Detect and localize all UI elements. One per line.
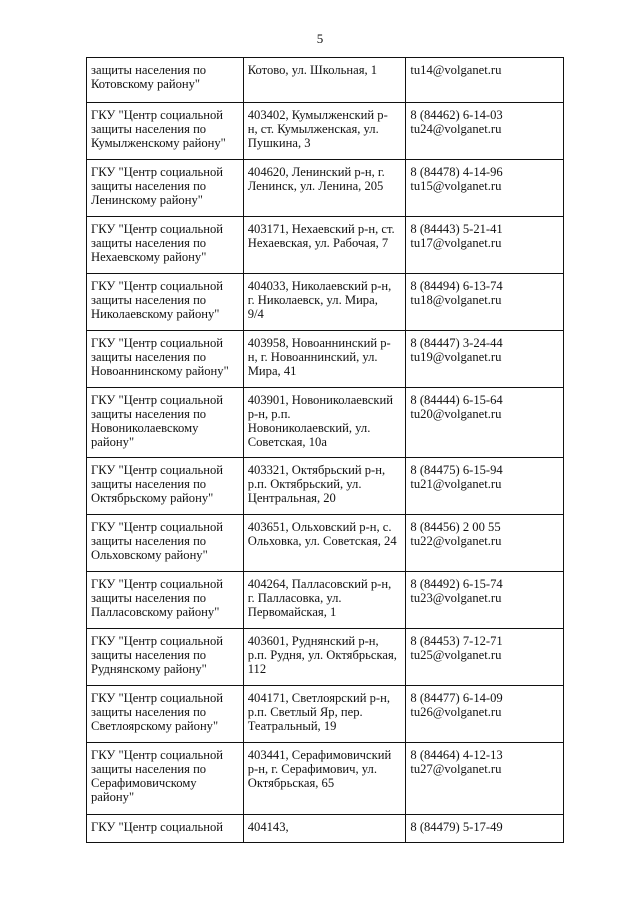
contacts: 8 (84494) 6-13-74 tu18@volganet.ru: [410, 279, 503, 307]
table-row: [87, 160, 564, 217]
contacts-cell: [406, 572, 564, 629]
institution-name: ГКУ "Центр социальной защиты населения по Новоаннинскому району": [91, 336, 229, 378]
institution-name-cell: [87, 331, 244, 388]
address-cell: [243, 217, 406, 274]
address: 403441, Серафимовичский р-н, г. Серафимович, ул. Октябрьская, 65: [247, 748, 392, 790]
institution-name-cell: [87, 458, 244, 515]
contacts: 8 (84492) 6-15-74 tu23@volganet.ru: [410, 577, 503, 605]
address-cell: [243, 458, 406, 515]
address-cell: [243, 572, 406, 629]
institution-name-cell: [87, 629, 244, 686]
table-row: [87, 217, 564, 274]
institution-name: ГКУ "Центр социальной защиты населения по Кумылженскому району": [91, 108, 226, 150]
contacts: 8 (84456) 2 00 55 tu22@volganet.ru: [410, 520, 502, 548]
contacts: 8 (84475) 6-15-94 tu21@volganet.ru: [410, 463, 503, 491]
institution-name: ГКУ "Центр социальной защиты населения по Новониколаевскому району": [91, 393, 224, 449]
contacts: 8 (84464) 4-12-13 tu27@volganet.ru: [410, 748, 503, 776]
institution-name: ГКУ "Центр социальной защиты населения по Октябрьскому району": [91, 463, 224, 505]
institution-name-cell: [87, 274, 244, 331]
address: 404143,: [247, 820, 289, 834]
institution-name-cell: [87, 572, 244, 629]
contacts: 8 (84447) 3-24-44 tu19@volganet.ru: [410, 336, 503, 364]
institution-name-cell: [87, 58, 244, 103]
contacts-cell: [406, 160, 564, 217]
table-row: [87, 743, 564, 815]
address-cell: [243, 160, 406, 217]
contacts: 8 (84477) 6-14-09 tu26@volganet.ru: [410, 691, 503, 719]
contacts-cell: [406, 388, 564, 458]
address: 403651, Ольховский р-н, с. Ольховка, ул. Советская, 24: [247, 520, 397, 548]
address-cell: [243, 629, 406, 686]
address-cell: [243, 274, 406, 331]
institution-name-cell: [87, 103, 244, 160]
table-row: [87, 629, 564, 686]
address: 404171, Светлоярский р-н, р.п. Светлый Яр, пер. Театральный, 19: [247, 691, 390, 733]
table-row: [87, 686, 564, 743]
contacts-cell: [406, 217, 564, 274]
contacts-cell: [406, 743, 564, 815]
address: 403601, Руднянский р-н, р.п. Рудня, ул. Октябрьская, 112: [247, 634, 397, 676]
table-row: [87, 572, 564, 629]
institution-name: ГКУ "Центр социальной защиты населения по Светлоярскому району": [91, 691, 224, 733]
institutions-table: [86, 57, 564, 843]
table-row: [87, 515, 564, 572]
table-row: [87, 815, 564, 843]
institution-name: ГКУ "Центр социальной защиты населения по Ленинскому району": [91, 165, 224, 207]
address: 403402, Кумылженский р- н, ст. Кумылженская, ул. Пушкина, 3: [247, 108, 388, 150]
contacts-cell: [406, 331, 564, 388]
institution-name: ГКУ "Центр социальной защиты населения по Палласовскому району": [91, 577, 224, 619]
contacts-cell: [406, 103, 564, 160]
table-row: [87, 58, 564, 103]
table-row: [87, 331, 564, 388]
contacts-cell: [406, 515, 564, 572]
address: 404264, Палласовский р-н, г. Палласовка, ул. Первомайская, 1: [247, 577, 392, 619]
address: 403958, Новоаннинский р- н, г. Новоаннинский, ул. Мира, 41: [247, 336, 391, 378]
institution-name: защиты населения по Котовскому району": [91, 63, 207, 91]
contacts-cell: [406, 815, 564, 843]
contacts-cell: [406, 274, 564, 331]
page-number: 5: [316, 31, 324, 46]
institution-name-cell: [87, 217, 244, 274]
address-cell: [243, 58, 406, 103]
address: 404620, Ленинский р-н, г. Ленинск, ул. Ленина, 205: [247, 165, 385, 193]
contacts: 8 (84444) 6-15-64 tu20@volganet.ru: [410, 393, 503, 421]
contacts-cell: [406, 458, 564, 515]
contacts: 8 (84479) 5-17-49: [410, 820, 503, 834]
contacts: 8 (84453) 7-12-71 tu25@volganet.ru: [410, 634, 503, 662]
institution-name: ГКУ "Центр социальной защиты населения по Нехаевскому району": [91, 222, 224, 264]
institution-name: ГКУ "Центр социальной защиты населения по Ольховскому району": [91, 520, 224, 562]
institution-name: ГКУ "Центр социальной защиты населения по Серафимовичскому району": [91, 748, 224, 804]
address: 403321, Октябрьский р-н, р.п. Октябрьский, ул. Центральная, 20: [247, 463, 386, 505]
contacts: 8 (84462) 6-14-03 tu24@volganet.ru: [410, 108, 503, 136]
institution-name-cell: [87, 686, 244, 743]
institution-name-cell: [87, 743, 244, 815]
institution-name-cell: [87, 815, 244, 843]
address: 403901, Новониколаевский р-н, р.п. Новониколаевский, ул. Советская, 10а: [247, 393, 393, 449]
institution-name: ГКУ "Центр социальной защиты населения по Руднянскому району": [91, 634, 224, 676]
contacts-cell: [406, 686, 564, 743]
contacts: tu14@volganet.ru: [410, 63, 502, 77]
address-cell: [243, 103, 406, 160]
address: 404033, Николаевский р-н, г. Николаевск, ул. Мира, 9/4: [247, 279, 392, 321]
address-cell: [243, 515, 406, 572]
address-cell: [243, 743, 406, 815]
institution-name-cell: [87, 515, 244, 572]
address-cell: [243, 388, 406, 458]
address: Котово, ул. Школьная, 1: [247, 63, 378, 77]
institution-name-cell: [87, 388, 244, 458]
address-cell: [243, 815, 406, 843]
contacts: 8 (84443) 5-21-41 tu17@volganet.ru: [410, 222, 503, 250]
table-row: [87, 274, 564, 331]
institution-name-cell: [87, 160, 244, 217]
institution-name: ГКУ "Центр социальной защиты населения по Николаевскому району": [91, 279, 224, 321]
table-row: [87, 388, 564, 458]
address-cell: [243, 686, 406, 743]
address-cell: [243, 331, 406, 388]
contacts-cell: [406, 58, 564, 103]
table-row: [87, 458, 564, 515]
contacts: 8 (84478) 4-14-96 tu15@volganet.ru: [410, 165, 503, 193]
contacts-cell: [406, 629, 564, 686]
institution-name: ГКУ "Центр социальной: [91, 820, 224, 834]
address: 403171, Нехаевский р-н, ст. Нехаевская, ул. Рабочая, 7: [247, 222, 395, 250]
table-row: [87, 103, 564, 160]
